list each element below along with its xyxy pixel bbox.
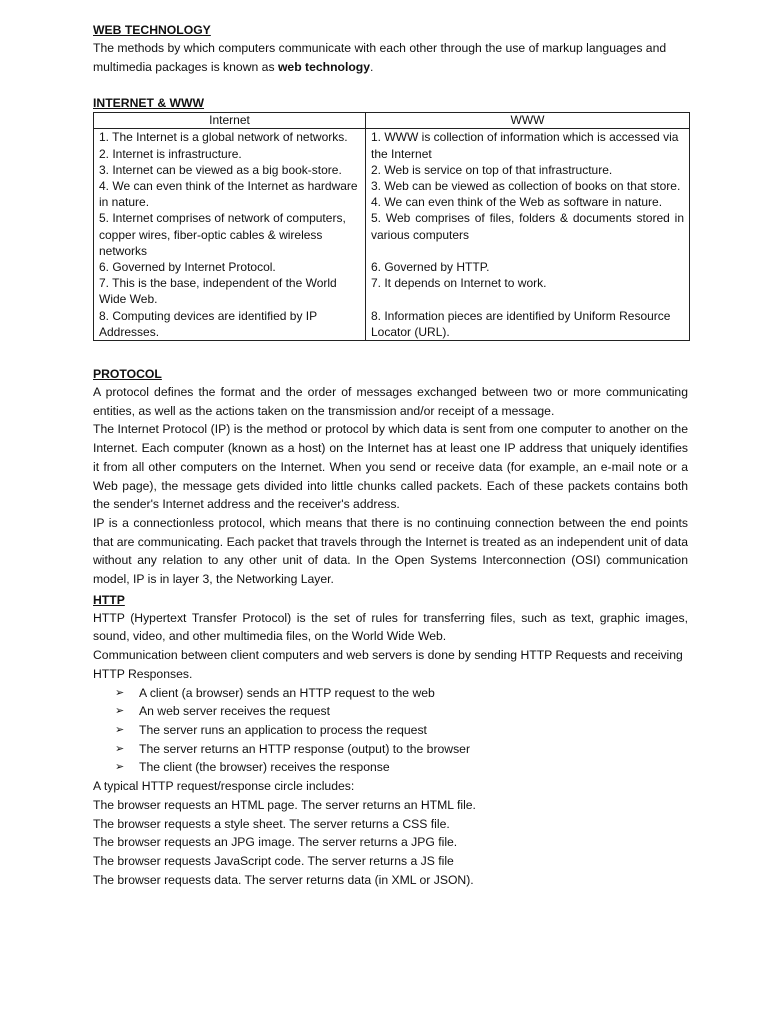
protocol-paragraph-2: The Internet Protocol (IP) is the method or protocol by which data is sent from one computer to another on the Internet. Each computer (known as a host) on the Internet has at least one IP address that uniquely identifies it from all other computers on the Internet. When you send or receive data (for example, an e-mail note or a Web page), the message gets divided into little chunks called packets. Each of these packets contains both the sender's Internet address and the receiver's address. [93, 422, 688, 512]
http-cycle-line-1: The browser requests an HTML page. The server returns an HTML file. [93, 797, 476, 812]
www-point-7: 7. It depends on Internet to work. [371, 276, 547, 291]
www-point-6: 6. Governed by HTTP. [371, 260, 490, 275]
internet-point-1: 1. The Internet is a global network of networks. [99, 130, 348, 145]
web-technology-heading: WEB TECHNOLOGY [93, 23, 211, 37]
list-item-text: The server runs an application to process the request [139, 723, 427, 737]
internet-cell [94, 129, 366, 341]
protocol-heading: PROTOCOL [93, 367, 162, 382]
protocol-paragraph-3: IP is a connectionless protocol, which means that there is no continuing connection between the end points that are communicating. Each packet that travels through the Internet is treated as an independent unit of data without any relation to any other unit of data. In the Open Systems Interconnection (OSI) communication model, IP is in layer 3, the Networking Layer. [93, 515, 688, 587]
list-item [115, 702, 688, 721]
spacer [93, 341, 688, 365]
internet-point-6: 6. Governed by Internet Protocol. [99, 260, 276, 275]
web-technology-definition [93, 39, 688, 76]
http-cycle-line-2: The browser requests a style sheet. The server returns a CSS file. [93, 816, 450, 831]
internet-point-3: 3. Internet can be viewed as a big book-store. [99, 162, 342, 177]
column-header-www: WWW [366, 113, 690, 129]
column-header-internet: Internet [94, 113, 366, 129]
www-point-4: 4. We can even think of the Web as software in nature. [371, 195, 663, 210]
list-item-text: A client (a browser) sends an HTTP request to the web [139, 685, 435, 700]
table-header-row [94, 113, 690, 129]
list-item [115, 684, 688, 703]
www-point-8: 8. Information pieces are identified by Uniform Resource Locator (URL). [371, 308, 671, 339]
http-cycle-line-4: The browser requests JavaScript code. The server returns a JS file [93, 853, 454, 868]
http-cycle-line-3: The browser requests an JPG image. The server returns a JPG file. [93, 835, 458, 850]
www-point-3: 3. Web can be viewed as collection of books on that store. [371, 179, 681, 194]
list-item [115, 758, 688, 777]
list-item [115, 740, 688, 759]
www-point-5: 5. Web comprises of files, folders & documents stored in various computers [371, 211, 684, 242]
http-paragraph-2: Communication between client computers and web servers is done by sending HTTP Requests and receiving HTTP Responses. [93, 648, 683, 681]
www-cell [366, 129, 690, 341]
arrow-bullet-icon: ➢ [115, 761, 125, 774]
http-cycle-intro: A typical HTTP request/response circle includes: [93, 779, 355, 794]
www-point-1: 1. WWW is collection of information which is accessed via the Internet [371, 130, 679, 161]
http-steps-list [93, 684, 688, 778]
spacer [371, 243, 684, 259]
http-paragraph-1: HTTP (Hypertext Transfer Protocol) is the set of rules for transferring files, such as text, graphic images, sound, video, and other multimedia files, on the World Wide Web. [93, 610, 688, 644]
http-cycle-line-5: The browser requests data. The server returns data (in XML or JSON). [93, 872, 474, 887]
internet-point-7: 7. This is the base, independent of the World Wide Web. [99, 276, 337, 307]
protocol-paragraph-1: A protocol defines the format and the order of messages exchanged between two or more communicating entities, as well as the actions taken on the transmission and/or receipt of a message. [93, 385, 688, 418]
www-point-2: 2. Web is service on top of that infrastructure. [371, 162, 613, 177]
list-item-text: An web server receives the request [139, 704, 331, 719]
list-item-text: The client (the browser) receives the response [139, 760, 390, 775]
definition-term: web technology [277, 59, 371, 74]
definition-text: The methods by which computers communicate with each other through the use of markup languages and multimedia packages is known as [93, 41, 667, 74]
internet-point-5: 5. Internet comprises of network of computers, copper wires, fiber-optic cables & wireless networks [99, 211, 346, 258]
list-item-text: The server returns an HTTP response (output) to the browser [139, 741, 471, 756]
arrow-bullet-icon: ➢ [115, 705, 125, 718]
table-row [94, 129, 690, 341]
internet-point-2: 2. Internet is infrastructure. [99, 146, 242, 161]
internet-www-heading: INTERNET & WWW [93, 96, 205, 111]
spacer [371, 291, 684, 307]
arrow-bullet-icon: ➢ [115, 686, 125, 699]
internet-vs-www-table [93, 112, 690, 341]
definition-end: . [370, 59, 374, 74]
internet-point-4: 4. We can even think of the Internet as hardware in nature. [99, 179, 358, 210]
http-heading: HTTP [93, 592, 125, 607]
internet-point-8: 8. Computing devices are identified by IP Addresses. [99, 308, 317, 339]
spacer [93, 76, 688, 94]
list-item [115, 721, 688, 740]
arrow-bullet-icon: ➢ [115, 724, 125, 736]
arrow-bullet-icon: ➢ [115, 742, 125, 755]
